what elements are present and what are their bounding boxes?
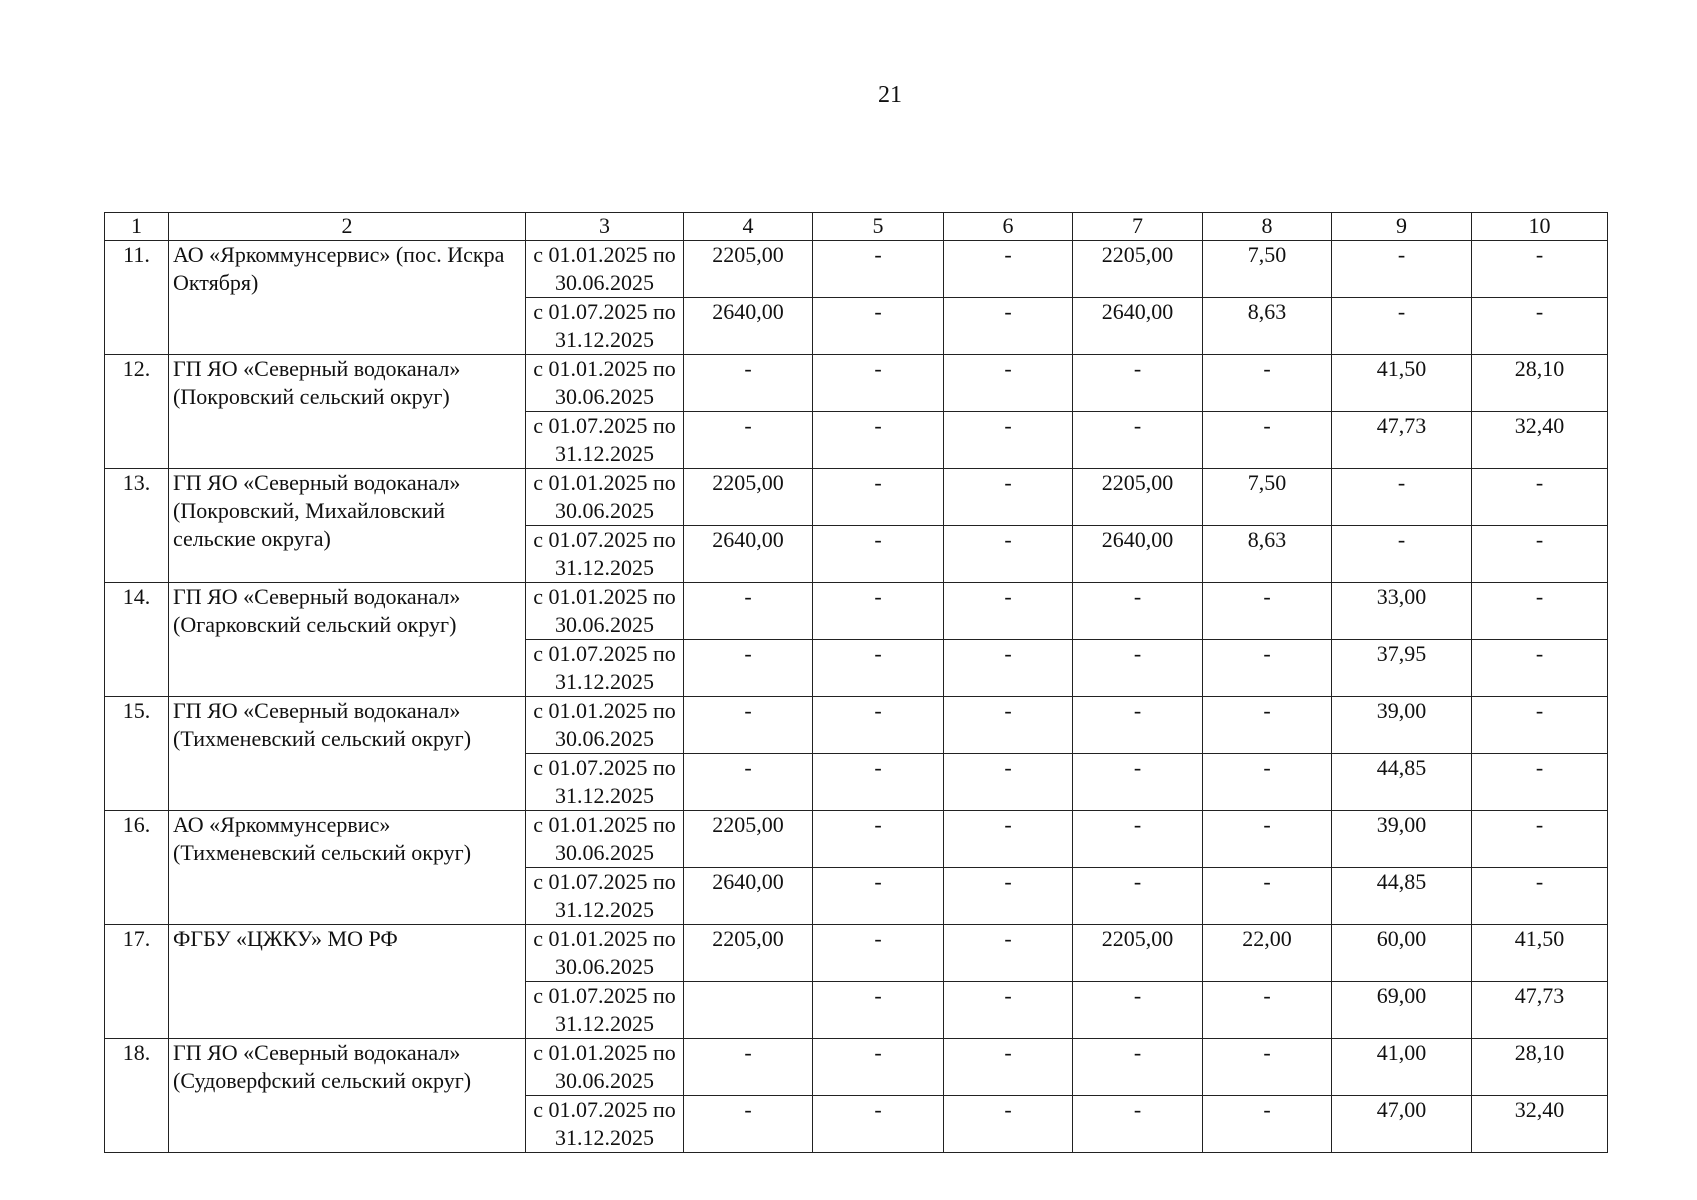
- header-cell: 10: [1472, 213, 1608, 241]
- table-row: [105, 355, 1608, 412]
- row-number: 13.: [105, 469, 169, 583]
- value-cell-col-9: -: [1332, 526, 1472, 583]
- value-cell-col-7: 2640,00: [1073, 298, 1203, 355]
- value-cell-col-10: -: [1472, 583, 1608, 640]
- row-number: 15.: [105, 697, 169, 811]
- value-cell-col-6: -: [944, 241, 1073, 298]
- table-body: [105, 213, 1608, 1153]
- period-cell: с 01.07.2025 по 31.12.2025: [526, 526, 684, 583]
- header-cell: 5: [813, 213, 944, 241]
- row-number: 18.: [105, 1039, 169, 1153]
- value-cell-col-9: 33,00: [1332, 583, 1472, 640]
- value-cell-col-8: -: [1203, 697, 1332, 754]
- value-cell-col-4: [684, 982, 813, 1039]
- value-cell-col-9: 41,00: [1332, 1039, 1472, 1096]
- value-cell-col-10: 47,73: [1472, 982, 1608, 1039]
- value-cell-col-9: 39,00: [1332, 811, 1472, 868]
- value-cell-col-9: 47,73: [1332, 412, 1472, 469]
- value-cell-col-4: 2205,00: [684, 241, 813, 298]
- value-cell-col-6: -: [944, 811, 1073, 868]
- period-cell: с 01.07.2025 по 31.12.2025: [526, 982, 684, 1039]
- value-cell-col-8: -: [1203, 640, 1332, 697]
- value-cell-col-8: -: [1203, 1039, 1332, 1096]
- value-cell-col-6: -: [944, 1039, 1073, 1096]
- table-row: [105, 811, 1608, 868]
- value-cell-col-5: -: [813, 754, 944, 811]
- value-cell-col-10: -: [1472, 469, 1608, 526]
- value-cell-col-5: -: [813, 583, 944, 640]
- value-cell-col-9: 69,00: [1332, 982, 1472, 1039]
- value-cell-col-6: -: [944, 1096, 1073, 1153]
- organization-name: ГП ЯО «Северный водоканал» (Огарковский сельский округ): [169, 583, 526, 697]
- value-cell-col-7: 2205,00: [1073, 925, 1203, 982]
- page-number: 21: [878, 82, 902, 108]
- value-cell-col-4: 2640,00: [684, 526, 813, 583]
- period-cell: с 01.07.2025 по 31.12.2025: [526, 754, 684, 811]
- value-cell-col-8: -: [1203, 811, 1332, 868]
- value-cell-col-5: -: [813, 1039, 944, 1096]
- value-cell-col-4: -: [684, 355, 813, 412]
- value-cell-col-8: 8,63: [1203, 526, 1332, 583]
- value-cell-col-9: 44,85: [1332, 754, 1472, 811]
- value-cell-col-4: -: [684, 697, 813, 754]
- header-cell: 1: [105, 213, 169, 241]
- value-cell-col-5: -: [813, 1096, 944, 1153]
- header-row: [105, 213, 1608, 241]
- value-cell-col-10: -: [1472, 754, 1608, 811]
- period-cell: с 01.01.2025 по 30.06.2025: [526, 469, 684, 526]
- period-cell: с 01.07.2025 по 31.12.2025: [526, 412, 684, 469]
- header-cell: 8: [1203, 213, 1332, 241]
- header-cell: 6: [944, 213, 1073, 241]
- table-row: [105, 697, 1608, 754]
- value-cell-col-10: 28,10: [1472, 1039, 1608, 1096]
- value-cell-col-10: -: [1472, 241, 1608, 298]
- value-cell-col-10: 32,40: [1472, 1096, 1608, 1153]
- value-cell-col-8: -: [1203, 754, 1332, 811]
- value-cell-col-9: 39,00: [1332, 697, 1472, 754]
- value-cell-col-7: -: [1073, 811, 1203, 868]
- value-cell-col-5: -: [813, 469, 944, 526]
- period-cell: с 01.07.2025 по 31.12.2025: [526, 868, 684, 925]
- value-cell-col-5: -: [813, 697, 944, 754]
- period-cell: с 01.07.2025 по 31.12.2025: [526, 640, 684, 697]
- table-row: [105, 241, 1608, 298]
- period-cell: с 01.01.2025 по 30.06.2025: [526, 811, 684, 868]
- value-cell-col-4: -: [684, 1039, 813, 1096]
- table-row: [105, 1039, 1608, 1096]
- value-cell-col-7: -: [1073, 355, 1203, 412]
- period-cell: с 01.07.2025 по 31.12.2025: [526, 298, 684, 355]
- period-cell: с 01.01.2025 по 30.06.2025: [526, 355, 684, 412]
- value-cell-col-6: -: [944, 868, 1073, 925]
- table-row: [105, 925, 1608, 982]
- value-cell-col-7: -: [1073, 868, 1203, 925]
- value-cell-col-10: -: [1472, 868, 1608, 925]
- value-cell-col-6: -: [944, 640, 1073, 697]
- value-cell-col-8: -: [1203, 868, 1332, 925]
- value-cell-col-9: 47,00: [1332, 1096, 1472, 1153]
- value-cell-col-9: 60,00: [1332, 925, 1472, 982]
- value-cell-col-4: -: [684, 640, 813, 697]
- row-number: 11.: [105, 241, 169, 355]
- value-cell-col-4: 2205,00: [684, 469, 813, 526]
- value-cell-col-4: 2640,00: [684, 298, 813, 355]
- value-cell-col-9: 41,50: [1332, 355, 1472, 412]
- value-cell-col-5: -: [813, 355, 944, 412]
- value-cell-col-9: 37,95: [1332, 640, 1472, 697]
- value-cell-col-5: -: [813, 640, 944, 697]
- value-cell-col-5: -: [813, 868, 944, 925]
- value-cell-col-4: -: [684, 412, 813, 469]
- value-cell-col-8: -: [1203, 1096, 1332, 1153]
- value-cell-col-5: -: [813, 526, 944, 583]
- organization-name: АО «Яркоммунсервис» (Тихменевский сельский округ): [169, 811, 526, 925]
- organization-name: ГП ЯО «Северный водоканал» (Покровский сельский округ): [169, 355, 526, 469]
- value-cell-col-8: 7,50: [1203, 469, 1332, 526]
- value-cell-col-10: -: [1472, 526, 1608, 583]
- value-cell-col-7: -: [1073, 412, 1203, 469]
- value-cell-col-9: -: [1332, 241, 1472, 298]
- table-row: [105, 583, 1608, 640]
- period-cell: с 01.01.2025 по 30.06.2025: [526, 697, 684, 754]
- value-cell-col-6: -: [944, 754, 1073, 811]
- value-cell-col-6: -: [944, 583, 1073, 640]
- value-cell-col-4: -: [684, 1096, 813, 1153]
- period-cell: с 01.01.2025 по 30.06.2025: [526, 583, 684, 640]
- row-number: 14.: [105, 583, 169, 697]
- value-cell-col-6: -: [944, 355, 1073, 412]
- value-cell-col-5: -: [813, 241, 944, 298]
- table-row: [105, 469, 1608, 526]
- value-cell-col-7: -: [1073, 583, 1203, 640]
- value-cell-col-6: -: [944, 526, 1073, 583]
- header-cell: 4: [684, 213, 813, 241]
- value-cell-col-5: -: [813, 412, 944, 469]
- period-cell: с 01.01.2025 по 30.06.2025: [526, 925, 684, 982]
- value-cell-col-8: 7,50: [1203, 241, 1332, 298]
- header-cell: 7: [1073, 213, 1203, 241]
- value-cell-col-6: -: [944, 982, 1073, 1039]
- organization-name: АО «Яркоммунсервис» (пос. Искра Октября): [169, 241, 526, 355]
- value-cell-col-9: 44,85: [1332, 868, 1472, 925]
- row-number: 12.: [105, 355, 169, 469]
- value-cell-col-4: -: [684, 583, 813, 640]
- period-cell: с 01.01.2025 по 30.06.2025: [526, 241, 684, 298]
- value-cell-col-10: -: [1472, 811, 1608, 868]
- value-cell-col-8: -: [1203, 583, 1332, 640]
- value-cell-col-5: -: [813, 982, 944, 1039]
- value-cell-col-6: -: [944, 469, 1073, 526]
- header-cell: 3: [526, 213, 684, 241]
- header-cell: 9: [1332, 213, 1472, 241]
- value-cell-col-4: 2640,00: [684, 868, 813, 925]
- value-cell-col-8: -: [1203, 982, 1332, 1039]
- value-cell-col-8: -: [1203, 412, 1332, 469]
- value-cell-col-10: 32,40: [1472, 412, 1608, 469]
- organization-name: ГП ЯО «Северный водоканал» (Судоверфский сельский округ): [169, 1039, 526, 1153]
- value-cell-col-7: 2640,00: [1073, 526, 1203, 583]
- value-cell-col-10: 28,10: [1472, 355, 1608, 412]
- period-cell: с 01.07.2025 по 31.12.2025: [526, 1096, 684, 1153]
- value-cell-col-8: -: [1203, 355, 1332, 412]
- value-cell-col-10: -: [1472, 697, 1608, 754]
- value-cell-col-5: -: [813, 925, 944, 982]
- value-cell-col-6: -: [944, 298, 1073, 355]
- value-cell-col-6: -: [944, 925, 1073, 982]
- value-cell-col-7: -: [1073, 697, 1203, 754]
- value-cell-col-7: -: [1073, 754, 1203, 811]
- value-cell-col-7: -: [1073, 982, 1203, 1039]
- period-cell: с 01.01.2025 по 30.06.2025: [526, 1039, 684, 1096]
- row-number: 17.: [105, 925, 169, 1039]
- value-cell-col-9: -: [1332, 298, 1472, 355]
- value-cell-col-9: -: [1332, 469, 1472, 526]
- value-cell-col-6: -: [944, 697, 1073, 754]
- value-cell-col-7: -: [1073, 1096, 1203, 1153]
- value-cell-col-8: 8,63: [1203, 298, 1332, 355]
- organization-name: ГП ЯО «Северный водоканал» (Покровский, Михайловский сельские округа): [169, 469, 526, 583]
- value-cell-col-10: -: [1472, 298, 1608, 355]
- value-cell-col-4: 2205,00: [684, 925, 813, 982]
- value-cell-col-7: 2205,00: [1073, 469, 1203, 526]
- value-cell-col-8: 22,00: [1203, 925, 1332, 982]
- value-cell-col-7: 2205,00: [1073, 241, 1203, 298]
- organization-name: ФГБУ «ЦЖКУ» МО РФ: [169, 925, 526, 1039]
- value-cell-col-7: -: [1073, 640, 1203, 697]
- value-cell-col-4: 2205,00: [684, 811, 813, 868]
- header-cell: 2: [169, 213, 526, 241]
- value-cell-col-7: -: [1073, 1039, 1203, 1096]
- row-number: 16.: [105, 811, 169, 925]
- organization-name: ГП ЯО «Северный водоканал» (Тихменевский сельский округ): [169, 697, 526, 811]
- value-cell-col-5: -: [813, 811, 944, 868]
- value-cell-col-10: 41,50: [1472, 925, 1608, 982]
- value-cell-col-5: -: [813, 298, 944, 355]
- value-cell-col-10: -: [1472, 640, 1608, 697]
- value-cell-col-4: -: [684, 754, 813, 811]
- tariff-table: [104, 212, 1608, 1153]
- value-cell-col-6: -: [944, 412, 1073, 469]
